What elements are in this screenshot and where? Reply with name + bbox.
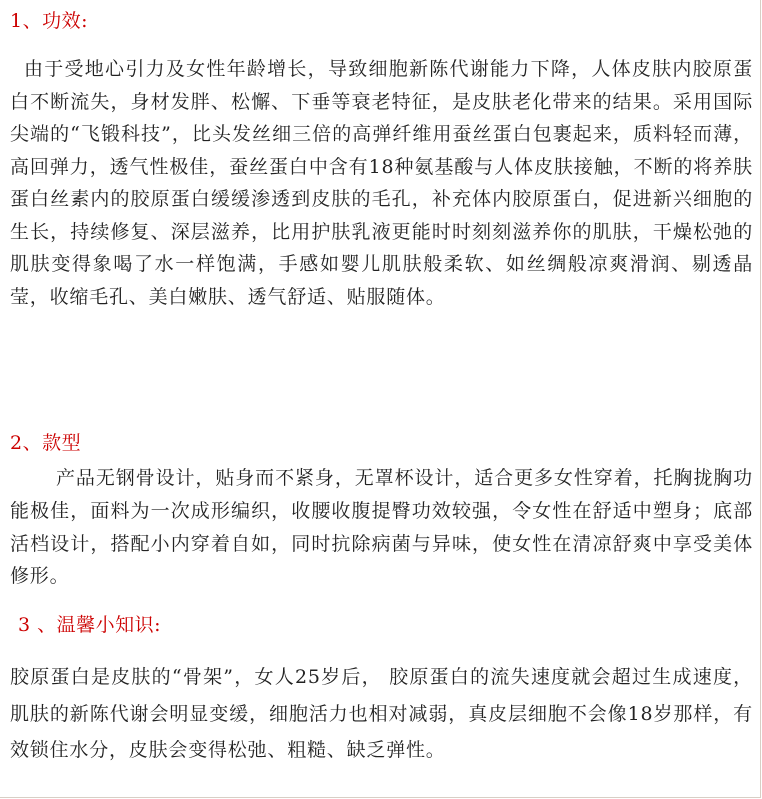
section-body-tips: 胶原蛋白是皮肤的“骨架”，女人25岁后， 胶原蛋白的流失速度就会超过生成速度，肌肤的新陈代谢会明显变缓，细胞活力也相对减弱，真皮层细胞不会像18岁那样，有效锁住水分，皮肤会变得松弛、粗糙、缺乏弹性。 [10, 666, 753, 761]
section-heading-efficacy: 1、功效: [10, 10, 88, 32]
section-heading-style: 2、款型 [10, 432, 82, 454]
section-body-style: 产品无钢骨设计，贴身而不紧身，无罩杯设计，适合更多女性穿着，托胸拢胸功能极佳，面料为一次成形编织，收腰收腹提臀功效较强，令女性在舒适中塑身；底部活档设计，搭配小内穿着自如，同时抗除病菌与异味，使女性在清凉舒爽中享受美体修形。 [10, 467, 753, 588]
section-body-efficacy: 由于受地心引力及女性年龄增长，导致细胞新陈代谢能力下降，人体皮肤内胶原蛋白不断流失，身材发胖、松懈、下垂等衰老特征，是皮肤老化带来的结果。采用国际尖端的“飞锻科技”，比头发丝细三倍的高弹纤维用蚕丝蛋白包裹起来，质料轻而薄，高回弹力，透气性极佳，蚕丝蛋白中含有18种氨基酸与人体皮肤接触，不断的将养肤蛋白丝素内的胶原蛋白缓缓渗透到皮肤的毛孔，补充体内胶原蛋白，促进新兴细胞的生长，持续修复、深层滋养，比用护肤乳液更能时时刻刻滋养你的肌肤，干燥松弛的肌肤变得象喝了水一样饱满，手感如婴儿肌肤般柔软、如丝绸般凉爽滑润、剔透晶莹，收缩毛孔、美白嫩肤、透气舒适、贴服随体。 [10, 58, 753, 308]
section-heading-tips: 3 、温馨小知识: [18, 614, 162, 636]
